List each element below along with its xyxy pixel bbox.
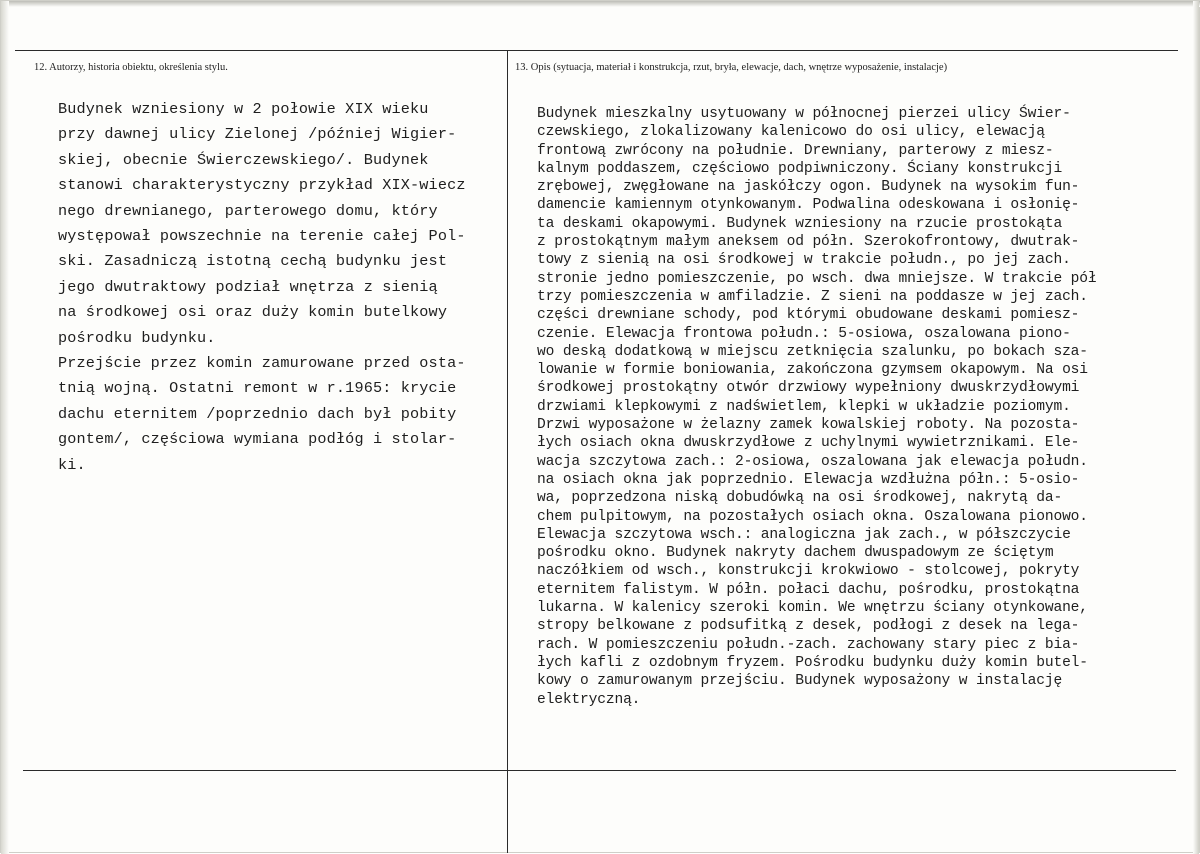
section-13-text: Budynek mieszkalny usytuowany w północnej pierzei ulicy Świer- czewskiego, zlokalizowany kalenicowo do osi ulicy, elewacją frontową zwrócony na południe. Drewniany, parterowy z miesz- kalnym poddaszem, częściowo podpiwniczony. Ściany konstrukcji zrębowej, zwęgłowane na jaskółczy ogon. Budynek na wysokim fun- damencie kamiennym otynkowanym. Podwalina odeskowana i osłonię- ta deskami okapowymi. Budynek wzniesiony na rzucie prostokąta z prostokątnym małym aneksem od półn. Szerokofrontowy, dwutrak- towy z sienią na osi środkowej w trakcie połudn., po jej zach. stronie jedno pomieszczenie, po wsch. dwa mniejsze. W trakcie pół trzy pomieszczenia w amfiladzie. Z sieni na poddasze w jej zach. części drewniane schody, pod którymi obudowane deskami pomiesz- czenie. Elewacja frontowa połudn.: 5-osiowa, oszalowana piono- wo deską dodatkową w miejscu zetknięcia szalunku, po bokach sza- lowanie w formie boniowania, zakończona gzymsem okapowym. Na osi środkowej prostokątny otwór drzwiowy wypełniony dwuskrzydłowymi drzwiami klepkowymi z nadświetlem, klepki w układzie poziomym. Drzwi wyposażone w żelazny zamek kowalskiej roboty. Na pozosta- łych osiach okna dwuskrzydłowe z uchylnymi wywietrznikami. Ele- wacja szczytowa zach.: 2-osiowa, oszalowana jak elewacja połudn. na osiach okna jak poprzednio. Elewacja wzdłużna półn.: 5-osio- wa, poprzedzona niską dobudówką na osi środkowej, nakrytą da- chem pulpitowym, na pozostałych osiach okna. Oszalowana pionowo. Elewacja szczytowa wsch.: analogiczna jak zach., w półszczycie pośrodku okno. Budynek nakryty dachem dwuspadowym ze ściętym naczółkiem od wsch., konstrukcji krokwiowo - stolcowej, pokryty eternitem falistym. W półn. połaci dachu, pośrodku, prostokątna lukarna. W kalenicy szeroki komin. We wnętrzu ściany otynkowane, stropy belkowane z podsufitką z desek, podłogi z desek na lega- rach. W pomieszczeniu połudn.-zach. zachowany stary piec z bia- łych kafli z ozdobnym fryzem. Pośrodku budynku duży komin butel- kowy o zamurowanym przejściu. Budynek wyposażony w instalację elektryczną. xyxy=(537,106,1097,708)
top-divider-line xyxy=(15,50,1178,51)
section-12-text: Budynek wzniesiony w 2 połowie XIX wieku przy dawnej ulicy Zielonej /później Wigier- skiej, obecnie Świerczewskiego/. Budynek stanowi charakterystyczny przykład XIX-wiecz nego drewnianego, parterowego domu, który występował powszechnie na terenie całej Pol- ski. Zasadniczą istotną cechą budynku jest jego dwutraktowy podział wnętrza z sienią na środkowej osi oraz duży komin butelkowy pośrodku budynku. Przejście przez komin zamurowane przed osta- tnią wojną. Ostatni remont w r.1965: krycie dachu eternitem /poprzednio dach był pobity gontem/, częściowa wymiana podłóg i stolar- ki. xyxy=(58,100,466,474)
section-12-header: 12. Autorzy, historia obiektu, określenia stylu. xyxy=(34,62,228,73)
left-edge-shadow xyxy=(1,1,9,854)
right-edge-shadow xyxy=(1193,1,1199,854)
bottom-divider-line xyxy=(23,770,1176,771)
top-edge-shadow xyxy=(1,1,1200,7)
section-13-header: 13. Opis (sytuacja, materiał i konstrukcja, rzut, bryła, elewacje, dach, wnętrze wyposażenie, instalacje) xyxy=(515,62,948,73)
